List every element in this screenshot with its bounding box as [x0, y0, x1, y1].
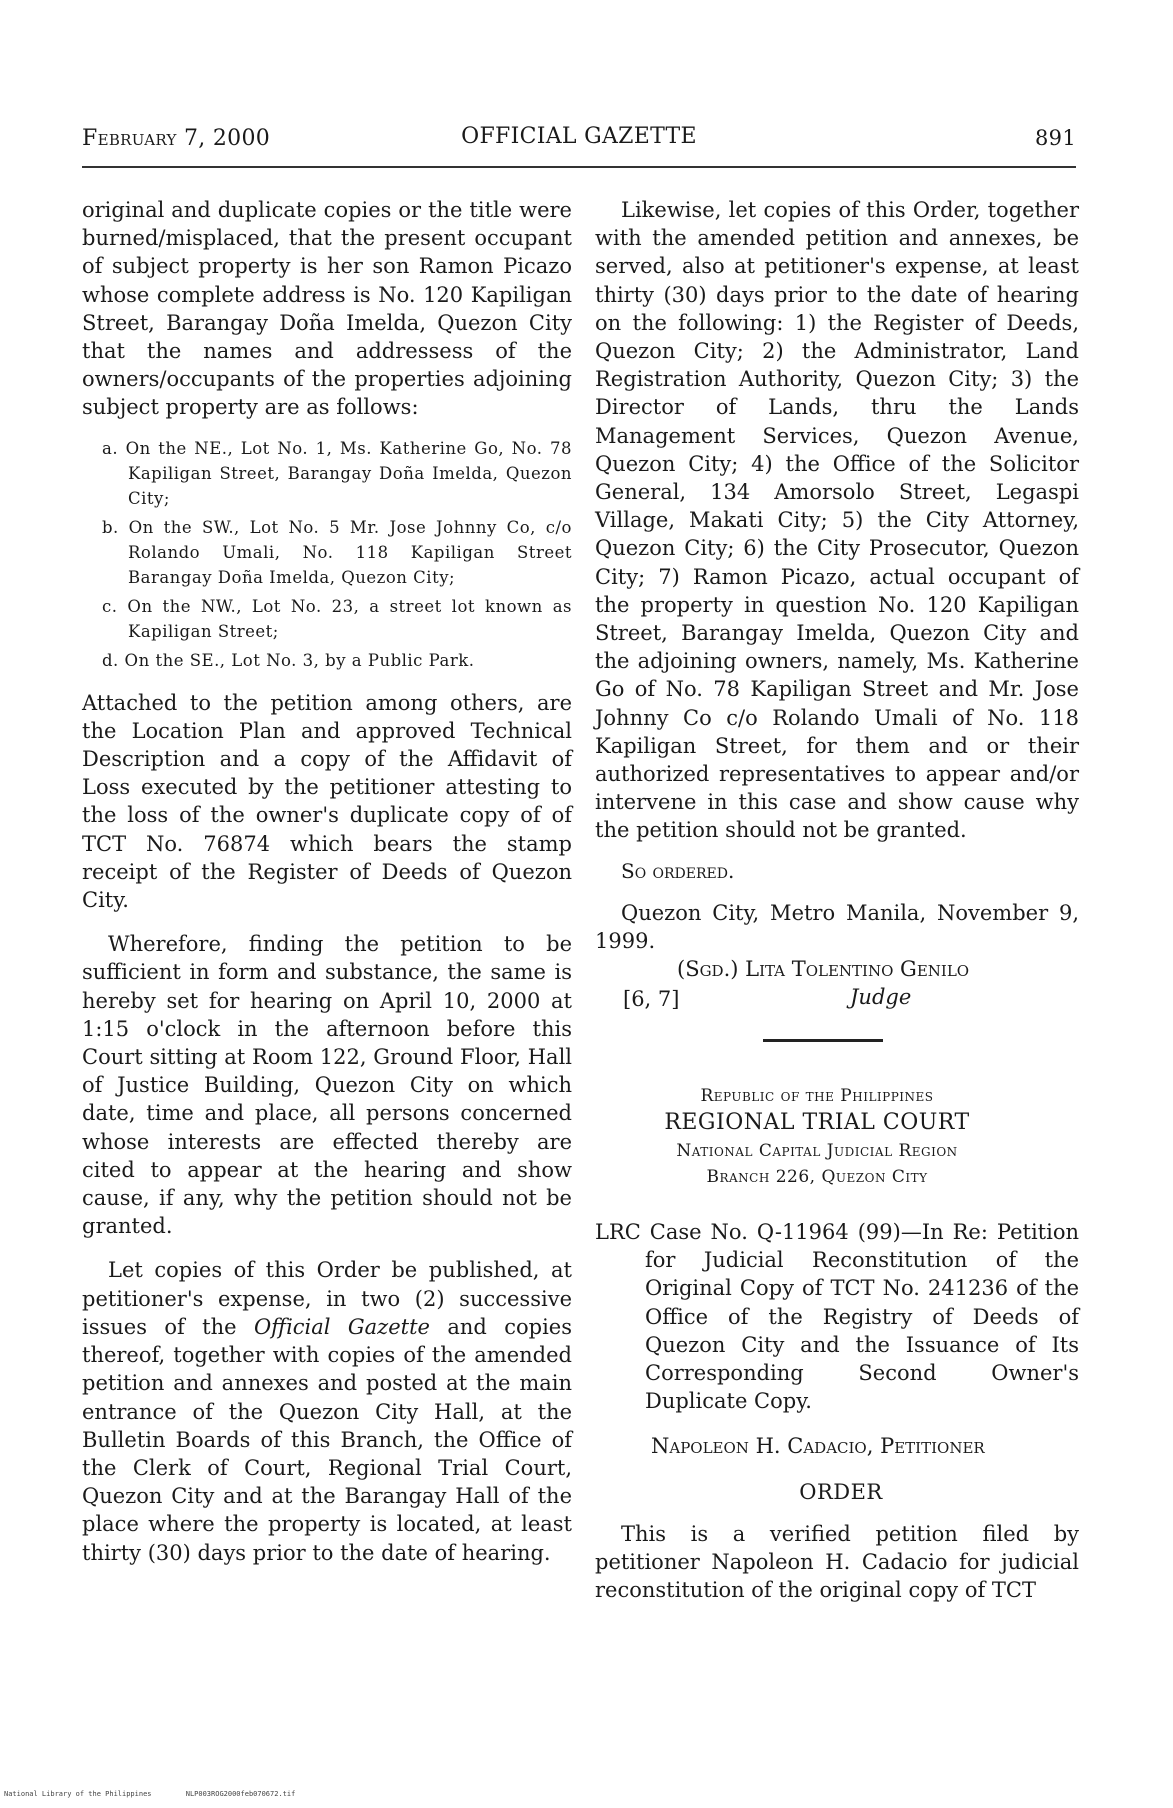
list-item: d. On the SE., Lot No. 3, by a Public Park.	[102, 650, 475, 670]
court-heading	[575, 1084, 1059, 1190]
court-region: National Capital Judicial Region	[676, 1141, 958, 1162]
judge-signature: (Sgd.) Lita Tolentino Genilo	[677, 957, 970, 982]
petitioner-line: Napoleon H. Cadacio, Petitioner	[651, 1433, 985, 1458]
left-paragraph-3: Wherefore, finding the petition to be sufficient in form and substance, the same is hereby set for hearing on April 10, 2000 at 1:15 o'clock in the afternoon before this Court sitting at Room 122, Ground Floor, Hall of Justice Building, Quezon City on which date, time and place, all persons concerned whose interests are effected thereby are cited to appear at the hearing and show cause, if any, why the petition should not be granted.	[82, 932, 572, 1239]
library-credit: National Library of the Philippines	[4, 1790, 152, 1798]
court-name: REGIONAL TRIAL COURT	[664, 1110, 970, 1136]
section-divider	[763, 1039, 883, 1042]
left-column	[82, 196, 572, 1567]
para4-text-b: and copies thereof, together with copies of the amended petition and annexes and posted at the main entrance of the Quezon City Hall, at the Bulletin Boards of this Branch, the Office of the Clerk of Court, Regional Trial Court, Quezon City and at the Barangay Hall of the place where the property is located, at least thirty (30) days prior to the date of hearing.	[82, 1314, 573, 1565]
signature-block	[595, 957, 1079, 1015]
judge-title: Judge	[850, 985, 912, 1010]
reference-number: [6, 7]	[623, 987, 680, 1012]
so-ordered: So ordered.	[621, 858, 735, 883]
court-republic: Republic of the Philippines	[700, 1086, 934, 1107]
left-paragraph-1: original and duplicate copies or the title were burned/misplaced, that the present occupant of subject property is her son Ramon Picazo whose complete address is No. 120 Kapiligan Street, Barangay Doña Imelda, Quezon City that the names and addressess of the owners/occupants of the properties adjoining subject property are as follows:	[82, 198, 572, 420]
page-header	[82, 122, 1076, 156]
list-item: c. On the NW., Lot No. 23, a street lot known as Kapiligan Street;	[102, 596, 572, 641]
header-rule	[82, 166, 1076, 168]
left-paragraph-2: Attached to the petition among others, are the Location Plan and approved Technical Description and a copy of the Affidavit of Loss executed by the petitioner attesting to the loss of the owner's duplicate copy of of TCT No. 76874 which bears the stamp receipt of the Register of Deeds of Quezon City.	[82, 690, 572, 913]
page-number: 891	[1035, 126, 1076, 150]
case-title: LRC Case No. Q-11964 (99)—In Re: Petition for Judicial Reconstitution of the Original Copy of TCT No. 241236 of the Office of the Registry of Deeds of Quezon City and the Issuance of Its Corresponding Second Owner's Duplicate Copy.	[595, 1220, 1079, 1414]
right-column	[595, 196, 1079, 1604]
court-branch: Branch 226, Quezon City	[706, 1167, 928, 1188]
gazette-name: Official Gazette	[253, 1314, 430, 1339]
order-heading: ORDER	[799, 1479, 883, 1504]
left-paragraph-4	[82, 1256, 572, 1566]
scan-file-id: NLP003ROG2000feb070672.tif	[185, 1790, 296, 1798]
right-paragraph-1: Likewise, let copies of this Order, together with the amended petition and annexes, be served, also at petitioner's expense, at least thirty (30) days prior to the date of hearing on the following: 1) the Register of Deeds, Quezon City; 2) the Administrator, Land Registration Authority, Quezon City; 3) the Director of Lands, thru the Lands Management Services, Quezon Avenue, Quezon City; 4) the Office of the Solicitor General, 134 Amorsolo Street, Legaspi Village, Makati City; 5) the City Attorney, Quezon City; 6) the City Prosecutor, Quezon City; 7) Ramon Picazo, actual occupant of the property in question No. 120 Kapiligan Street, Barangay Imelda, Quezon City and the adjoining owners, namely, Ms. Katherine Go of No. 78 Kapiligan Street and Mr. Jose Johnny Co c/o Rolando Umali of No. 118 Kapiligan Street, for them and or their authorized representatives to appear and/or intervene in this case and show cause why the petition should not be granted.	[595, 198, 1079, 843]
list-item: b. On the SW., Lot No. 5 Mr. Jose Johnny Co, c/o Rolando Umali, No. 118 Kapiligan Street Barangay Doña Imelda, Quezon City;	[102, 517, 572, 587]
order-paragraph: This is a verified petition filed by petitioner Napoleon H. Cadacio for judicial reconstitution of the original copy of TCT	[595, 1521, 1079, 1602]
header-publication: OFFICIAL GAZETTE	[461, 124, 697, 149]
para4-text-a: Let copies of this Order be published, at petitioner's expense, in two (2) successive issues of the	[82, 1258, 572, 1339]
adjoining-owners-list	[102, 436, 572, 673]
header-date: February 7, 2000	[82, 126, 271, 151]
order-date-line: Quezon City, Metro Manila, November 9, 1999.	[595, 900, 1079, 953]
scan-footer	[4, 1790, 325, 1798]
list-item: a. On the NE., Lot No. 1, Ms. Katherine Go, No. 78 Kapiligan Street, Barangay Doña Imelda, Quezon City;	[102, 438, 572, 508]
